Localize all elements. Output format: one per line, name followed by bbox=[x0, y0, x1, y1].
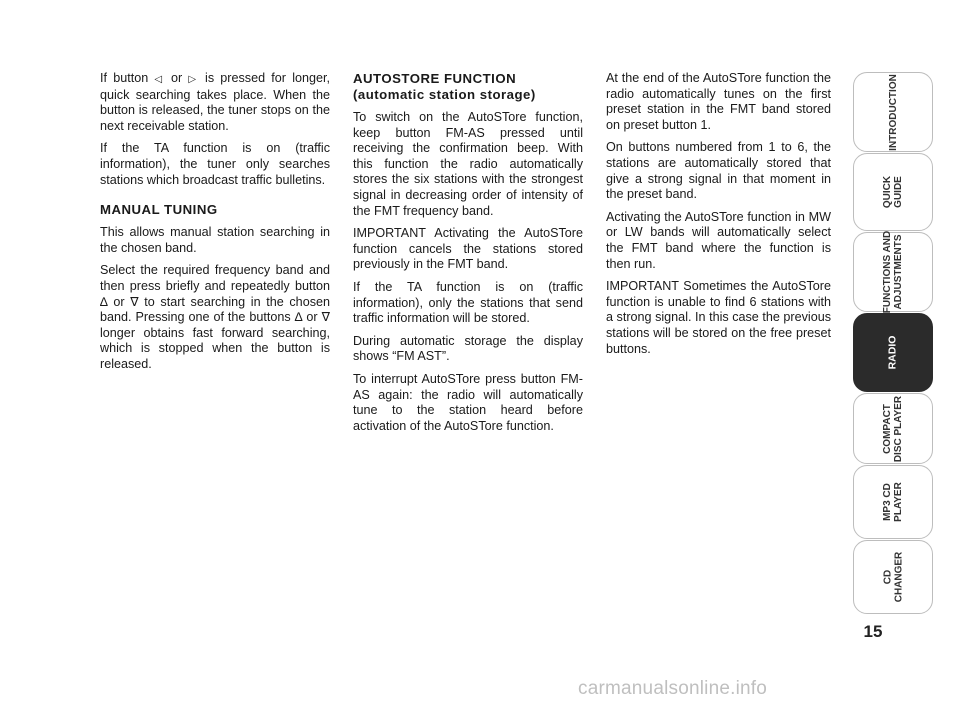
down-arrow-icon: ∇ bbox=[130, 294, 139, 309]
paragraph: IMPORTANT Sometimes the AutoSTore function is unable to find 6 stations with a strong signal. In this case the previous stations will be stored on the free preset buttons. bbox=[606, 279, 831, 356]
up-arrow-icon: ∆ bbox=[294, 310, 303, 325]
paragraph: If button ◁ or ▷ is pressed for longer, quick searching takes place. When the button is released, the tuner stops on the next receivable station. bbox=[100, 71, 331, 133]
tab-cd-changer[interactable]: CD CHANGER bbox=[853, 540, 933, 614]
text-column-left bbox=[100, 71, 330, 380]
tab-quick-guide[interactable]: QUICK GUIDE bbox=[853, 153, 933, 231]
down-arrow-icon: ∇ bbox=[321, 310, 331, 325]
paragraph: IMPORTANT Activating the AutoSTore function cancels the stations stored previously in the FMT band. bbox=[353, 226, 583, 272]
paragraph: On buttons numbered from 1 to 6, the stations are automatically stored that give a strong signal in that moment in the preset band. bbox=[606, 140, 831, 202]
left-arrow-icon: ◁ bbox=[154, 74, 165, 85]
tab-compact-disc-player[interactable]: COMPACT DISC PLAYER bbox=[853, 393, 933, 464]
paragraph: To switch on the AutoSTore function, keep button FM-AS pressed until receiving the confirmation beep. With this function the radio automatically stores the six stations with the strongest signal in decreasing order of intensity of the FMT frequency band. bbox=[353, 110, 583, 218]
paragraph: At the end of the AutoSTore function the radio automatically tunes on the first preset station in the FMT band stored on preset button 1. bbox=[606, 71, 831, 132]
paragraph: Select the required frequency band and then press briefly and repeatedly button ∆ or ∇ to start searching in the chosen band. Pressing one of the buttons ∆ or ∇ longer obtains fast forward searching, which is stopped when the button is released. bbox=[100, 263, 331, 371]
text-column-right bbox=[606, 71, 831, 364]
tab-radio[interactable]: RADIO bbox=[853, 313, 933, 392]
tab-introduction[interactable]: INTRODUCTION bbox=[853, 72, 933, 152]
section-heading: AUTOSTORE FUNCTION (automatic station storage) bbox=[353, 71, 536, 102]
section-heading: MANUAL TUNING bbox=[100, 202, 218, 218]
tab-mp3-cd-player[interactable]: MP3 CD PLAYER bbox=[853, 465, 933, 539]
watermark: carmanualsonline.info bbox=[578, 678, 768, 699]
paragraph: During automatic storage the display shows “FM AST”. bbox=[353, 333, 583, 364]
tab-functions-and-adjustments[interactable]: FUNCTIONS AND ADJUSTMENTS bbox=[853, 232, 933, 312]
page-number: 15 bbox=[863, 622, 883, 641]
text-column-middle bbox=[353, 71, 583, 441]
up-arrow-icon: ∆ bbox=[100, 294, 108, 309]
paragraph: Activating the AutoSTore function in MW or LW bands will automatically select the FMT band where the function is then run. bbox=[606, 209, 831, 271]
right-arrow-icon: ▷ bbox=[188, 74, 199, 85]
paragraph: To interrupt AutoSTore press button FM-AS again: the radio will automatically tune to the station heard before activation of the AutoSTore function. bbox=[353, 371, 583, 433]
paragraph: If the TA function is on (traffic information), the tuner only searches stations which broadcast traffic bulletins. bbox=[100, 141, 330, 187]
paragraph: If the TA function is on (traffic information), only the stations that send traffic information will be stored. bbox=[353, 279, 583, 326]
paragraph: This allows manual station searching in the chosen band. bbox=[100, 225, 330, 255]
